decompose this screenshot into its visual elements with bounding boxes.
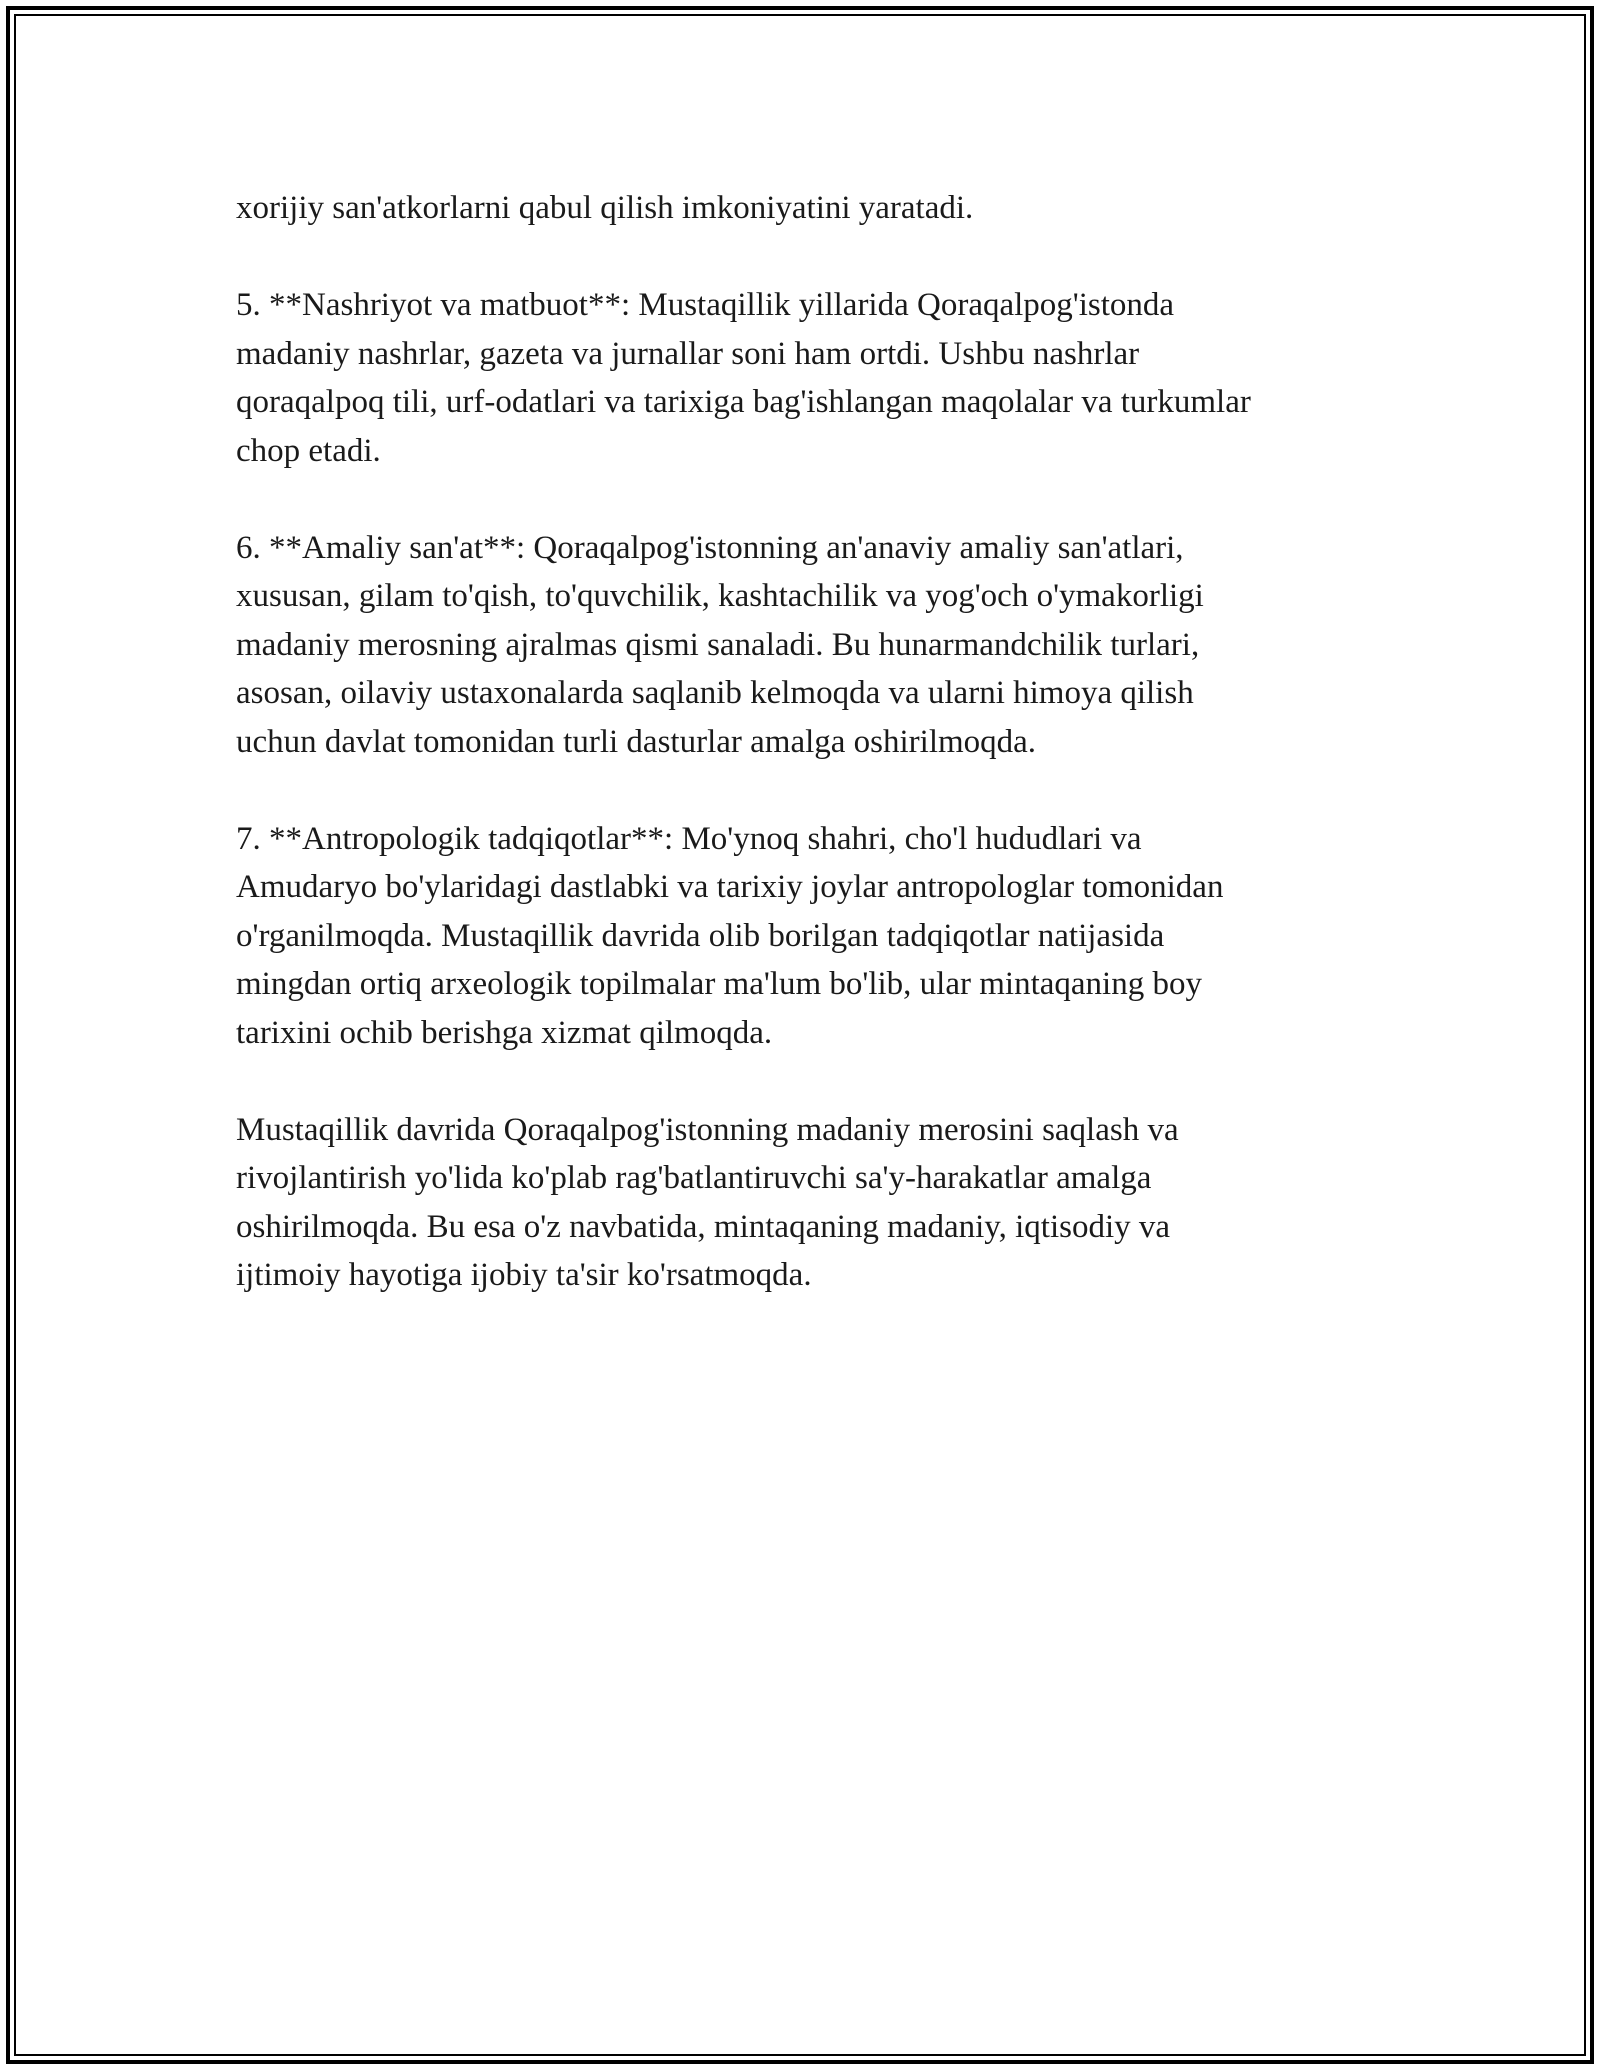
- document-body: [236, 184, 1386, 1300]
- paragraph-item-6-applied-art: 6. **Amaliy san'at**: Qoraqalpog'istonning an'anaviy amaliy san'atlari, xususan, gilam to'qish, to'quvchilik, kashtachilik va yog'och o'ymakorligi madaniy merosning ajralmas qismi sanaladi. Bu hunarmandchilik turlari, asosan, oilaviy ustaxonalarda saqlanib kelmoqda va ularni himoya qilish uchun davlat tomonidan turli dasturlar amalga oshirilmoqda.: [236, 529, 1204, 760]
- paragraph-item-5-publishing: 5. **Nashriyot va matbuot**: Mustaqillik yillarida Qoraqalpog'istonda madaniy nashrlar, gazeta va jurnallar soni ham ortdi. Ushbu nashrlar qoraqalpoq tili, urf-odatlari va tarixiga bag'ishlangan maqolalar va turkumlar chop etadi.: [236, 287, 1251, 469]
- paragraph-conclusion: Mustaqillik davrida Qoraqalpog'istonning madaniy merosini saqlash va rivojlantirish yo'lida ko'plab rag'batlantiruvchi sa'y-harakatlar amalga oshirilmoqda. Bu esa o'z navbatida, mintaqaning madaniy, iqtisodiy va ijtimoiy hayotiga ijobiy ta'sir ko'rsatmoqda.: [236, 1111, 1179, 1293]
- paragraph-item-7-anthropology: 7. **Antropologik tadqiqotlar**: Mo'ynoq shahri, cho'l hududlari va Amudaryo bo'ylaridagi dastlabki va tarixiy joylar antropologlar tomonidan o'rganilmoqda. Mustaqillik davrida olib borilgan tadqiqotlar natijasida mingdan ortiq arxeologik topilmalar ma'lum bo'lib, ular mintaqaning boy tarixini ochib berishga xizmat qilmoqda.: [236, 820, 1224, 1051]
- paragraph-continuation: xorijiy san'atkorlarni qabul qilish imkoniyatini yaratadi.: [236, 190, 974, 226]
